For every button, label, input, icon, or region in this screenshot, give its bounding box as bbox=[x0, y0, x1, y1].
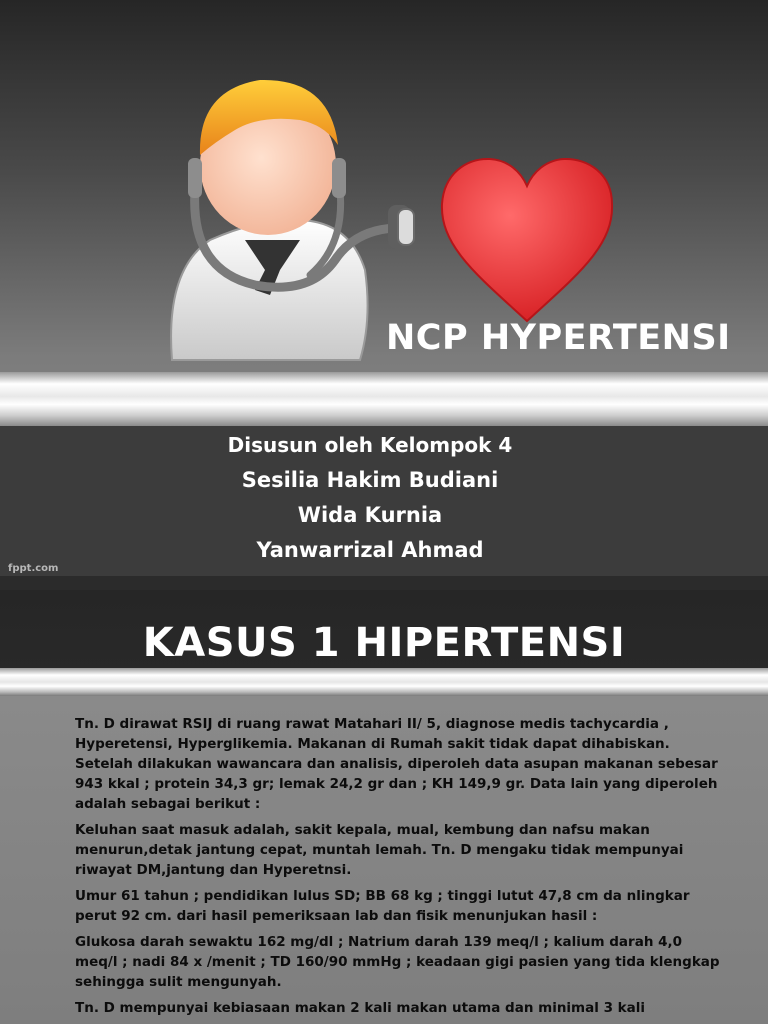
slide-title: KASUS 1 HIPERTENSI bbox=[142, 620, 626, 666]
paragraph: Tn. D dirawat RSIJ di ruang rawat Matahari II/ 5, diagnose medis tachycardia , Hyperetensi, Hyperglikemia. Makanan di Rumah sakit tidak dapat dihabiskan. Setelah dilakukan wawancara dan analisis, diperoleh data asupan makanan sebesar 943 kkal ; protein 34,3 gr; lemak 24,2 gr dan ; KH 149,9 gr. Data lain yang diperoleh adalah sebagai berikut : bbox=[75, 716, 718, 812]
watermark: fppt.com bbox=[8, 563, 59, 574]
slide-divider-band bbox=[0, 372, 768, 426]
heart-icon bbox=[438, 156, 616, 324]
paragraph: Umur 61 tahun ; pendidikan lulus SD; BB 68 kg ; tinggi lutut 47,8 cm da nlingkar perut 92 cm. dari hasil pemeriksaan lab dan fisik menunjukan hasil : bbox=[75, 888, 690, 924]
credits-block bbox=[0, 428, 740, 568]
author-name: Yanwarrizal Ahmad bbox=[256, 538, 484, 562]
case-description bbox=[75, 714, 725, 1024]
group-label: Disusun oleh Kelompok 4 bbox=[227, 433, 513, 457]
author-name: Wida Kurnia bbox=[297, 503, 443, 527]
slide-divider-band bbox=[0, 668, 768, 696]
paragraph: Keluhan saat masuk adalah, sakit kepala, mual, kembung dan nafsu makan menurun,detak jantung cepat, muntah lemah. Tn. D mengaku tidak mempunyai riwayat DM,jantung dan Hyperetnsi. bbox=[75, 822, 684, 878]
paragraph: Glukosa darah sewaktu 162 mg/dl ; Natrium darah 139 meq/l ; kalium darah 4,0 meq/l ; nadi 84 x /menit ; TD 160/90 mmHg ; keadaan gigi pasien yang tida klengkap sehingga sulit mengunyah. bbox=[75, 934, 720, 990]
case-slide bbox=[0, 590, 768, 1024]
author-name: Sesilia Hakim Budiani bbox=[241, 468, 499, 492]
paragraph: Tn. D mempunyai kebiasaan makan 2 kali makan utama dan minimal 3 kali bbox=[75, 1000, 645, 1016]
presentation-title: NCP HYPERTENSI bbox=[386, 318, 731, 358]
